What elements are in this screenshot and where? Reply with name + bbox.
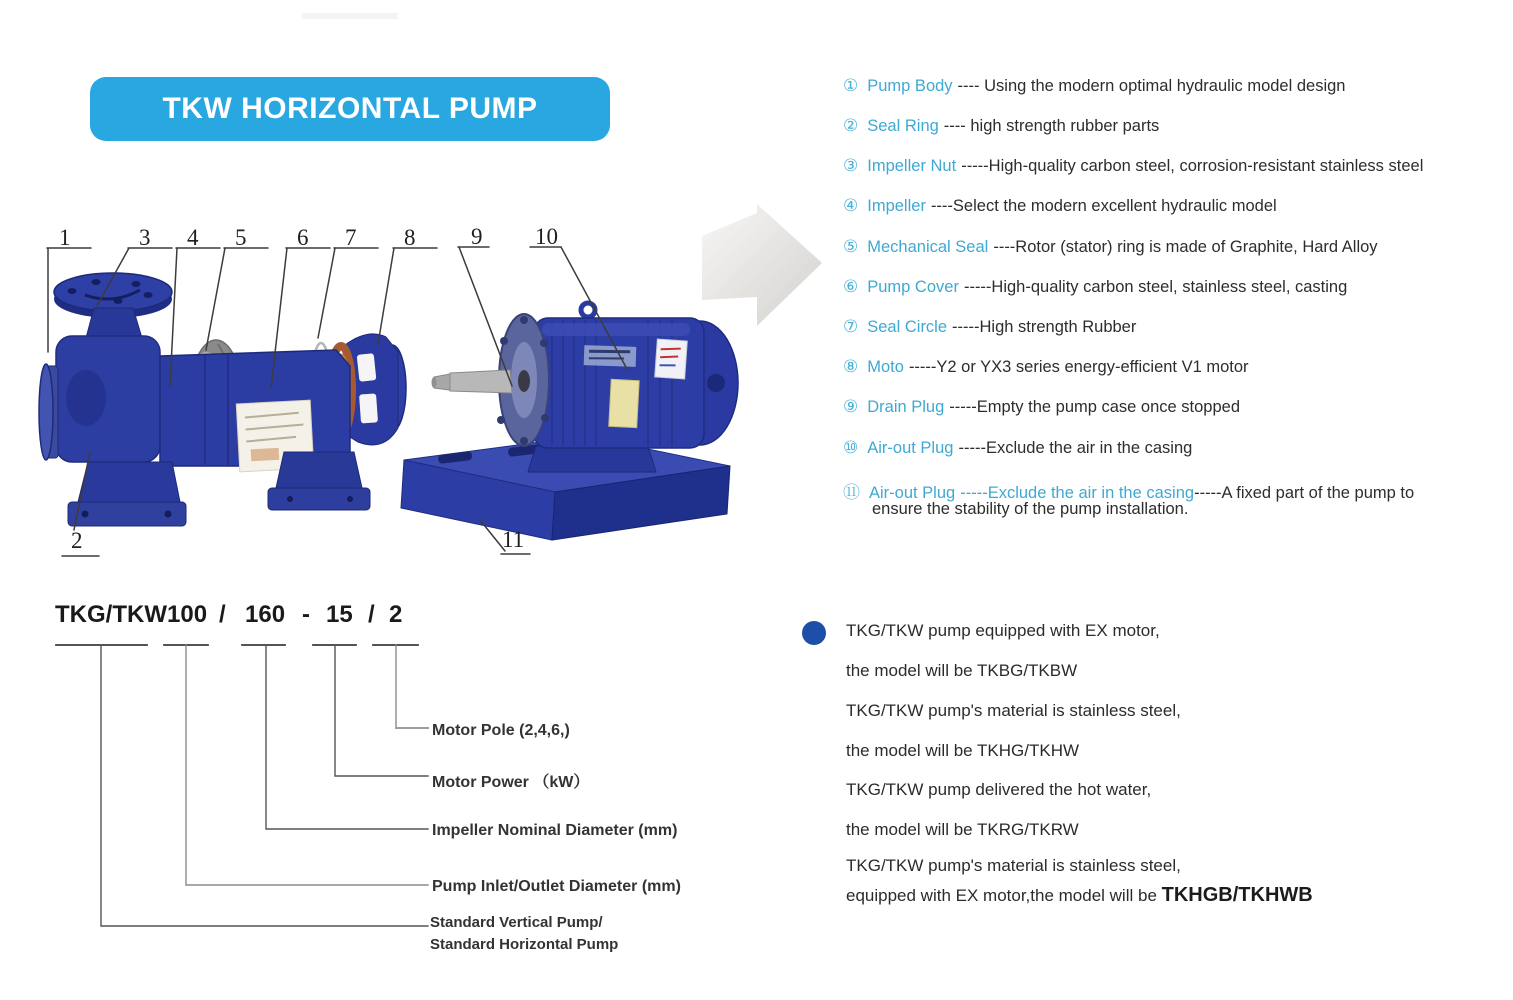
- model-separator-slash2: /: [368, 601, 375, 628]
- circled-number-icon: ②: [843, 116, 859, 136]
- part-description-line2: ensure the stability of the pump installation.: [872, 500, 1189, 518]
- part-description: -----Y2 or YX3 series energy-efficient V1 motor: [908, 358, 1249, 376]
- callout-11: 11: [502, 527, 525, 552]
- parts-list-item: [843, 438, 1192, 458]
- part-description: -----High-quality carbon steel, corrosion-resistant stainless steel: [961, 157, 1424, 175]
- motor-top-label: [584, 345, 637, 367]
- note-line: TKG/TKW pump's material is stainless steel,: [846, 701, 1181, 720]
- part-description: -----Exclude the air in the casing: [958, 439, 1193, 457]
- note-line: the model will be TKHG/TKHW: [846, 741, 1080, 760]
- pump-body-illustration: [39, 273, 370, 526]
- circled-number-icon: ⑨: [843, 397, 859, 417]
- model-separator-dash: -: [302, 601, 310, 628]
- model-segment-power: 15: [326, 601, 353, 628]
- note-line: TKG/TKW pump delivered the hot water,: [846, 780, 1152, 799]
- callout-9: 9: [471, 224, 483, 249]
- part-description: -----High strength Rubber: [952, 318, 1137, 336]
- parts-list-item: [843, 357, 1249, 377]
- model-tree-lines: [56, 645, 428, 926]
- callout-3: 3: [139, 225, 151, 250]
- part-name: Pump Cover: [867, 278, 959, 296]
- label-standard-pump-1: Standard Vertical Pump/: [430, 914, 603, 931]
- label-impeller-diameter: Impeller Nominal Diameter (mm): [432, 822, 678, 839]
- note-line-with-model: equipped with EX motor,the model will be TKHGB/TKHWB: [846, 884, 1313, 906]
- parts-list-item: [843, 317, 1136, 337]
- note-line: TKG/TKW pump equipped with EX motor,: [846, 621, 1160, 640]
- part-name: Pump Body: [867, 77, 953, 95]
- part-name: Mechanical Seal: [867, 238, 989, 256]
- label-pump-diameter: Pump Inlet/Outlet Diameter (mm): [432, 878, 681, 895]
- circled-number-icon: ⑪: [843, 483, 860, 503]
- callout-1: 1: [59, 225, 71, 250]
- part-description-blue: -----Exclude the air in the casing: [960, 484, 1195, 502]
- circled-number-icon: ①: [843, 76, 859, 96]
- part-name: Air-out Plug: [867, 439, 954, 457]
- motor-side-label: [655, 339, 688, 379]
- part-description: ---- Using the modern optimal hydraulic model design: [957, 77, 1346, 95]
- part-description: ----Select the modern excellent hydraulic model: [930, 197, 1277, 215]
- callout-6: 6: [297, 225, 309, 250]
- model-separator-slash: /: [219, 601, 226, 628]
- motor-illustration: [432, 303, 739, 472]
- part-name: Drain Plug: [867, 398, 945, 416]
- part-description: ---- high strength rubber parts: [943, 117, 1160, 135]
- motor-nameplate: [609, 379, 639, 427]
- note-line: the model will be TKBG/TKBW: [846, 661, 1078, 680]
- parts-list-item: [843, 237, 1378, 257]
- parts-list-item-wrap: [872, 500, 1188, 519]
- note-line: the model will be TKRG/TKRW: [846, 820, 1079, 839]
- part-name: Moto: [867, 358, 904, 376]
- callout-7: 7: [345, 225, 357, 250]
- part-name: Impeller: [867, 197, 926, 215]
- part-description: -----Empty the pump case once stopped: [949, 398, 1241, 416]
- parts-list-item: [843, 116, 1159, 136]
- part-description: ----Rotor (stator) ring is made of Graphite, Hard Alloy: [993, 238, 1378, 256]
- circled-number-icon: ④: [843, 196, 859, 216]
- callout-4: 4: [187, 225, 199, 250]
- model-segment-series: TKG/TKW: [55, 601, 167, 628]
- part-description: -----A fixed part of the pump to: [1194, 484, 1415, 502]
- bullet-dot-icon: [802, 621, 826, 645]
- callout-8: 8: [404, 225, 416, 250]
- parts-list-item: [843, 76, 1345, 96]
- part-name: Air-out Plug: [869, 484, 956, 502]
- circled-number-icon: ⑥: [843, 277, 859, 297]
- parts-list-item: [843, 156, 1423, 176]
- circled-number-icon: ⑦: [843, 317, 859, 337]
- part-name: Seal Circle: [867, 318, 948, 336]
- page-title: TKW HORIZONTAL PUMP: [162, 92, 538, 125]
- parts-list-item: [843, 196, 1277, 216]
- part-name: Impeller Nut: [867, 157, 957, 175]
- parts-list-item: [843, 397, 1240, 417]
- arrow-right-icon: [702, 204, 822, 326]
- label-motor-pole: Motor Pole (2,4,6,): [432, 722, 570, 739]
- model-segment-inlet: 100: [167, 601, 208, 628]
- label-standard-pump-2: Standard Horizontal Pump: [430, 936, 619, 953]
- model-name-bold: TKHGB/TKHWB: [1161, 884, 1313, 906]
- circled-number-icon: ⑧: [843, 357, 859, 377]
- parts-list-item: [843, 277, 1347, 297]
- part-description: -----High-quality carbon steel, stainless steel, casting: [963, 278, 1348, 296]
- circled-number-icon: ⑤: [843, 237, 859, 257]
- callout-5: 5: [235, 225, 247, 250]
- model-segment-impeller: 160: [245, 601, 286, 628]
- callout-2: 2: [71, 528, 83, 553]
- label-motor-power: Motor Power （kW）: [432, 774, 590, 791]
- part-name: Seal Ring: [867, 117, 939, 135]
- note-line: TKG/TKW pump's material is stainless steel,: [846, 856, 1181, 875]
- model-segment-pole: 2: [389, 601, 403, 628]
- circled-number-icon: ⑩: [843, 438, 859, 458]
- callout-10: 10: [535, 224, 558, 249]
- circled-number-icon: ③: [843, 156, 859, 176]
